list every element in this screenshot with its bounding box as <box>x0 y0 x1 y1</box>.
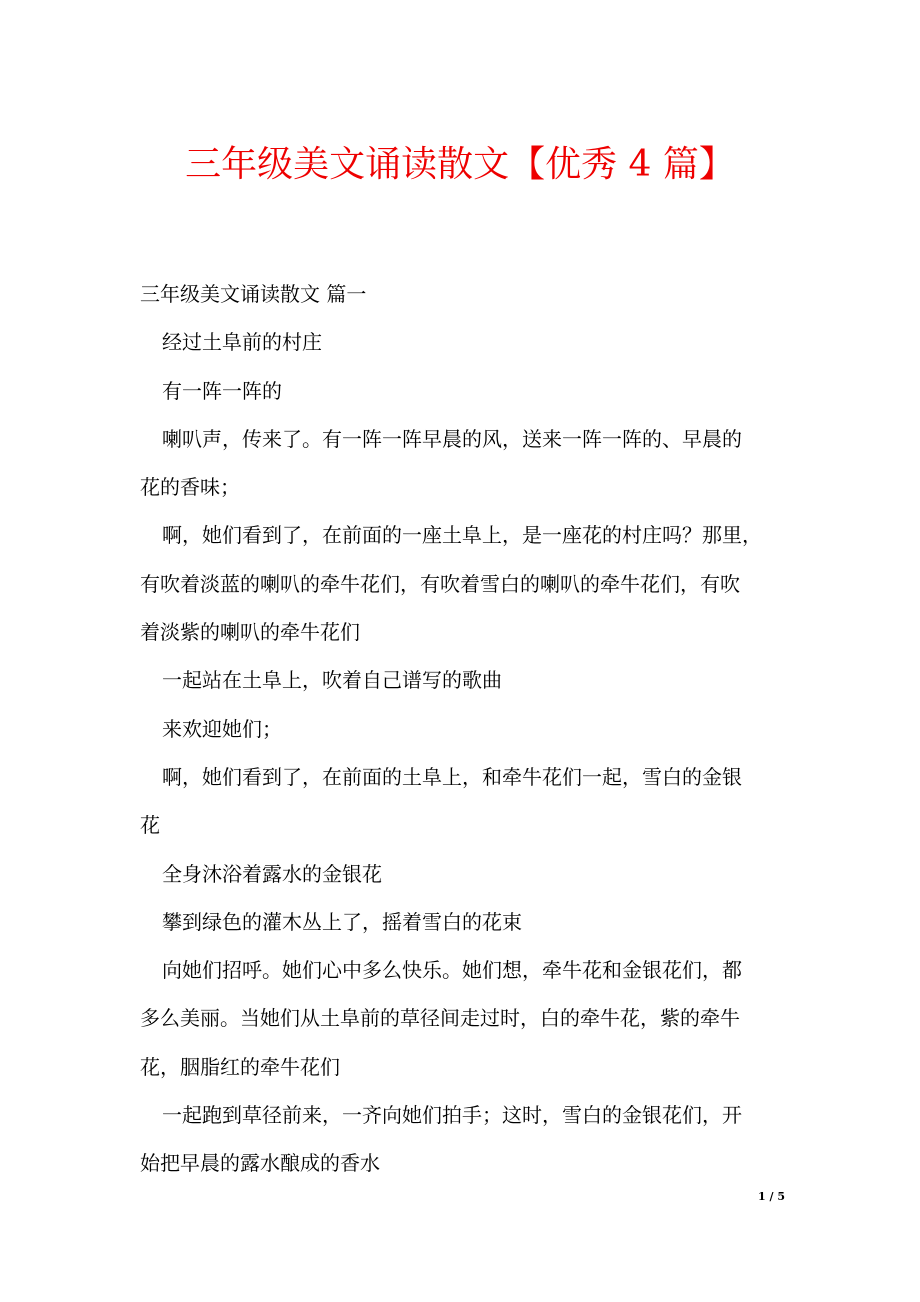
page-indicator: 1 / 5 <box>758 1190 785 1203</box>
paragraph-line: 多么美丽。当她们从土阜前的草径间走过时，白的牵牛花，紫的牵牛 <box>140 1006 740 1031</box>
paragraph <box>140 705 790 753</box>
paragraph-line: 全身沐浴着露水的金银花 <box>162 861 382 886</box>
paragraph-line: 来欢迎她们； <box>162 716 282 741</box>
paragraph <box>140 367 790 415</box>
paragraph <box>140 946 790 1091</box>
paragraph-line: 啊，她们看到了，在前面的土阜上，和牵牛花们一起，雪白的金银 <box>162 764 742 789</box>
document-body <box>140 270 790 1188</box>
paragraph <box>140 318 790 366</box>
paragraph-line: 始把早晨的露水酿成的香水 <box>140 1151 380 1176</box>
paragraph-line: 一起跑到草径前来，一齐向她们拍手；这时，雪白的金银花们，开 <box>162 1103 742 1128</box>
paragraph <box>140 850 790 898</box>
paragraph <box>140 753 790 850</box>
paragraph <box>140 898 790 946</box>
paragraph <box>140 656 790 704</box>
paragraph <box>140 1091 790 1188</box>
paragraph-line: 经过土阜前的村庄 <box>162 330 322 355</box>
paragraph-line: 向她们招呼。她们心中多么快乐。她们想，牵牛花和金银花们，都 <box>162 958 742 983</box>
section-heading: 三年级美文诵读散文 篇一 <box>140 282 367 306</box>
paragraph-line: 喇叭声，传来了。有一阵一阵早晨的风，送来一阵一阵的、早晨的 <box>162 426 742 451</box>
document-title: 三年级美文诵读散文【优秀 4 篇】 <box>185 144 735 185</box>
paragraph-line: 啊，她们看到了，在前面的一座土阜上，是一座花的村庄吗？那里， <box>162 523 762 548</box>
paragraph-line: 花，胭脂红的牵牛花们 <box>140 1054 340 1079</box>
paragraph-line: 有一阵一阵的 <box>162 378 282 403</box>
paragraph-line: 一起站在土阜上，吹着自己谱写的歌曲 <box>162 668 502 693</box>
paragraph-line: 有吹着淡蓝的喇叭的牵牛花们，有吹着雪白的喇叭的牵牛花们，有吹 <box>140 571 740 596</box>
paragraph <box>140 511 790 656</box>
paragraph-line: 花 <box>140 813 160 838</box>
paragraph-line: 着淡紫的喇叭的牵牛花们 <box>140 620 360 645</box>
paragraph-line: 攀到绿色的灌木丛上了，摇着雪白的花束 <box>162 909 522 934</box>
paragraph-line: 花的香味； <box>140 475 240 500</box>
paragraphs <box>140 318 790 1187</box>
paragraph <box>140 415 790 512</box>
